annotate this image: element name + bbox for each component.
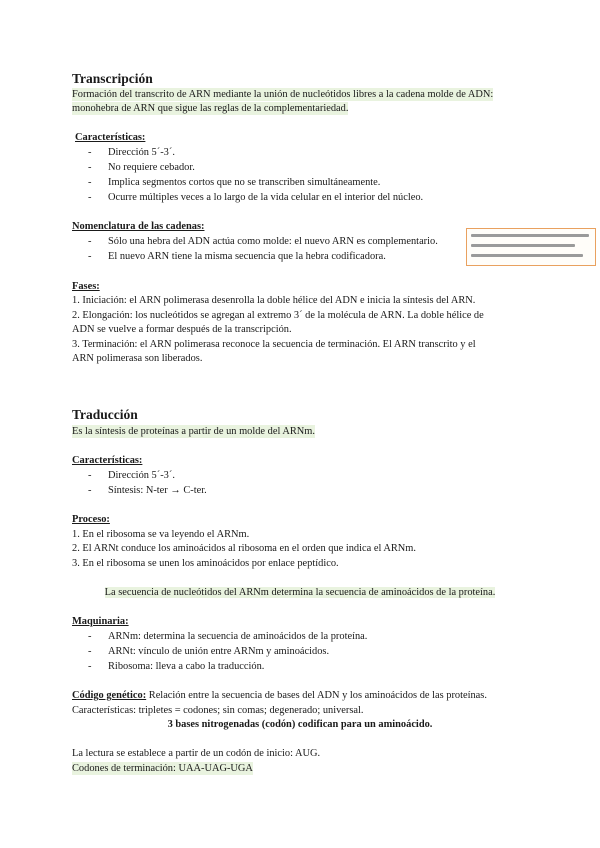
fases-line: 1. Iniciación: el ARN polimerasa desenrolla la doble hélice del ADN e inicia la síntesis del ARN. [72,295,476,306]
list-item: - Dirección 5´-3´. [88,470,175,481]
nomenclatura-heading: Nomenclatura de las cadenas: [72,221,205,232]
codigo-caracteristicas: Características: tripletes = codones; sin comas; degenerado; universal. [72,705,364,716]
proceso-line: 3. En el ribosoma se unen los aminoácidos por enlace peptídico. [72,558,339,569]
codones-terminacion: Codones de terminación: UAA-UAG-UGA [72,763,253,774]
codon-inicio: La lectura se establece a partir de un codón de inicio: AUG. [72,748,321,759]
key-statement: La secuencia de nucleótidos del ARNm determina la secuencia de aminoácidos de la proteína. [104,587,496,598]
transcripcion-intro-line-1: Formación del transcrito de ARN mediante la unión de nucleótidos libres a la cadena molde de ADN: [72,89,494,100]
list-item: - Sólo una hebra del ADN actúa como molde: el nuevo ARN es complementario. [88,236,438,247]
section-title-transcripcion: Transcripción [72,71,153,86]
section-title-traduccion: Traducción [72,407,138,422]
fases-line: ARN polimerasa son liberados. [72,353,203,364]
fases-line: 3. Terminación: el ARN polimerasa reconoce la secuencia de terminación. El ARN transcrito y el [72,339,476,350]
transcripcion-intro-line-2: monohebra de ARN que sigue las reglas de la complementariedad. [72,103,349,114]
list-item: - Dirección 5´-3´. [88,147,175,158]
codon-statement: 3 bases nitrogenadas (codón) codifican para un aminoácido. [167,719,433,730]
proceso-heading: Proceso: [72,514,110,525]
list-item: - Implica segmentos cortos que no se transcriben simultáneamente. [88,177,381,188]
proceso-line: 1. En el ribosoma se va leyendo el ARNm. [72,529,250,540]
list-item: - El nuevo ARN tiene la misma secuencia que la hebra codificadora. [88,251,386,262]
transcripcion-caracteristicas-heading: Características: [75,132,146,143]
margin-comment-box [466,228,596,266]
list-item: - Ocurre múltiples veces a lo largo de la vida celular en el interior del núcleo. [88,192,424,203]
codigo-genetico-line: Código genético: Relación entre la secuencia de bases del ADN y los aminoácidos de las proteínas. [72,690,487,701]
traduccion-caracteristicas-heading: Características: [72,455,143,466]
fases-line: 2. Elongación: los nucleótidos se agregan al extremo 3´ de la molécula de ARN. La doble hélice de [72,310,484,321]
proceso-line: 2. El ARNt conduce los aminoácidos al ribosoma en el orden que indica el ARNm. [72,543,416,554]
list-item: - Síntesis: N-ter → C-ter. [88,485,207,496]
fases-heading: Fases: [72,281,100,292]
list-item: - ARNt: vínculo de unión entre ARNm y aminoácidos. [88,646,330,657]
list-item: - No requiere cebador. [88,162,195,173]
list-item: - ARNm: determina la secuencia de aminoácidos de la proteína. [88,631,368,642]
maquinaria-heading: Maquinaria: [72,616,129,627]
traduccion-intro: Es la síntesis de proteínas a partir de un molde del ARNm. [72,426,315,437]
list-item: - Ribosoma: lleva a cabo la traducción. [88,661,265,672]
fases-line: ADN se vuelve a formar después de la transcripción. [72,324,292,335]
